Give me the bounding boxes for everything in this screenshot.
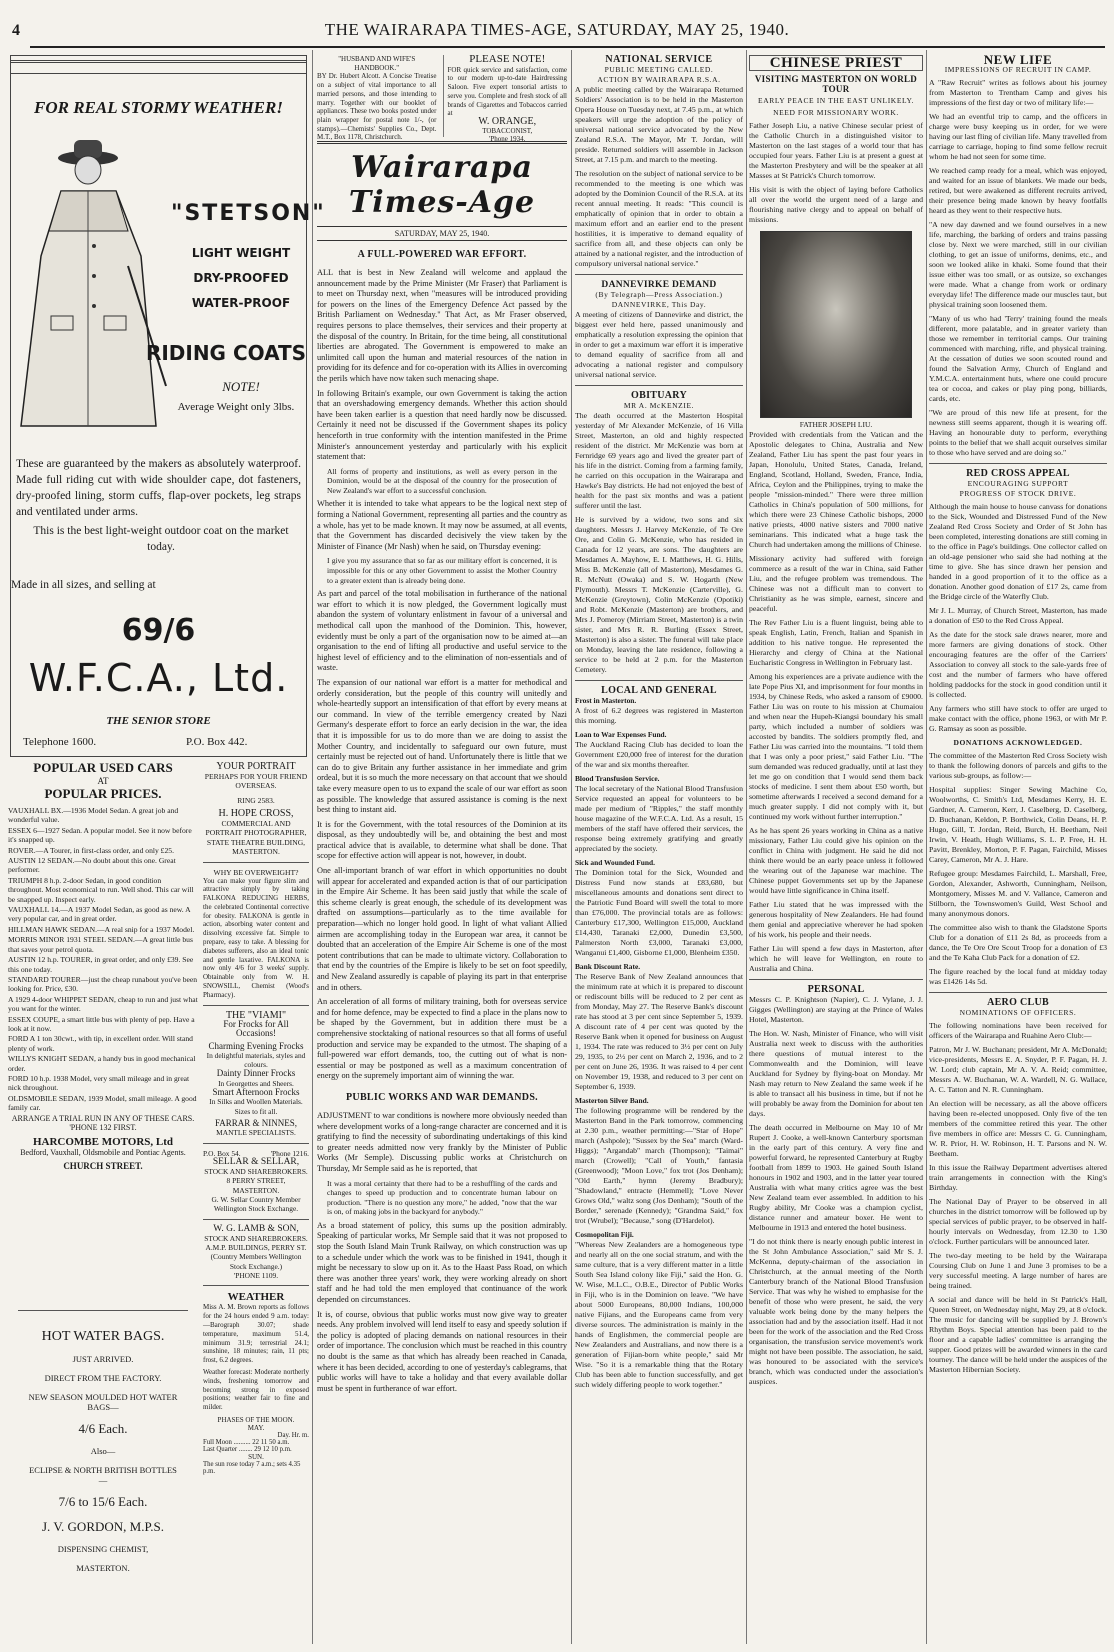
paragraph: Missionary activity had suffered with foreign commerce as a result of the war in China, said Father Liu, and the refugee problem was tremendous. The Chinese was not a difficult man to convert to Christianity as he was simple, earnest, sincere and peaceful. bbox=[749, 554, 923, 613]
ad-line: 'PHONE 1109. bbox=[233, 1271, 279, 1281]
paragraph: The Auckland Racing Club has decided to loan the Government £20,000 free of interest for the duration of the war and six months thereafter. bbox=[575, 740, 743, 769]
paragraph: The committee also wish to thank the Gladstone Sports Club for a donation of £11 2s 8d, as proceeds from a dance, the Te Ore Ore Scout Troop for a donation of £3 and the Te Kaha Club Pack for a donation of £2. bbox=[929, 923, 1107, 962]
paragraph: The death occurred in Melbourne on May 10 of Mr Rupert J. Cooke, a well-known Canterbury sportsman in the early part of this century. A very fine and powerful forward, he represented Canterbury at Rugby football from 1899 to 1903. He gained South Island honours in 1902 and 1903, and in the latter year toured Australia with what many critics agree was the best New Zealand team ever assembled. In addition to his Rugby ability, Mr Cooke was a champion cyclist, distance runner and amateur boxer. He went to Melbourne in 1913 and entered the hotel business. bbox=[749, 1123, 923, 1232]
subheading: NEED FOR MISSIONARY WORK. bbox=[773, 108, 899, 117]
paragraph: The local secretary of the National Blood Transfusion Service requested an appeal for volunteers to be made per medium of "Ripples," the staff monthly house magazine of the W.F.C.A. Ltd. As a result, 15 members of the staff have offered their services, the response being extremely gratifying and greatly appreciated by the society. bbox=[575, 784, 743, 853]
newspaper-logo: Wairarapa Times-Age bbox=[348, 150, 536, 220]
paragraph: A public meeting called by the Wairarapa Returned Soldiers' Association is to be held in the Masterton Opera House on Tuesday next, at 7.45 p.m., at which speakers will urge the adoption of the policy of universal national service advocated by the New Zealand R.S.A. The Mayor, Mr T. Jordan, will preside. Returned soldiers will assemble in Jackson Street, at 7.15 p.m. and march to the meeting. bbox=[575, 85, 743, 164]
subheading: PUBLIC MEETING CALLED. bbox=[604, 65, 714, 74]
paragraph: ALL that is best in New Zealand will welcome and applaud the announcement made by the Prime Minister (Mr Fraser) that Parliament is to meet on Thursday next, when "measures will be introduced providing for powers on the lines of the Emergency Defence Act passed by the British Parliament on Wednesday." That Act, as Mr Fraser observed, requires persons to place themselves, their services and their property at the disposal of the country. In Britain, for the time being, all constitutional liberties are abrogated. The Government is empowered to make an unlimited call upon the human and material resources of the nation in providing for its defence and for co-operation with its Allies in overcoming the perils which have now taken such menacing shape. bbox=[317, 268, 567, 383]
divider bbox=[203, 1143, 309, 1144]
ad-line: Also— bbox=[90, 1446, 116, 1456]
news-column-4 bbox=[749, 55, 923, 1645]
paragraph: In this issue the Railway Department advertises altered train arrangements in connection with the King's Birthday. bbox=[929, 1163, 1107, 1192]
paragraph: A meeting of citizens of Dannevirke and district, the biggest ever held here, passed unanimously and emphatically a resolution expressing the opinion that in order to get a maximum war effort it is imperative to demand equality of sacrifice from all and advocating a national register and compulsory universal national service. bbox=[575, 310, 743, 379]
ad-line: Smart Afternoon Frocks bbox=[212, 1087, 300, 1098]
moon-full: Full Moon .......... 22 11 50 a.m. bbox=[203, 1438, 290, 1446]
section-heading: PERSONAL bbox=[807, 984, 865, 995]
dealer-subtitle: Bedford, Vauxhall, Oldsmobile and Pontiac Agents. bbox=[20, 1147, 186, 1157]
divider bbox=[929, 992, 1107, 993]
top-ads-row bbox=[317, 53, 567, 144]
section-heading: NATIONAL SERVICE bbox=[605, 54, 713, 65]
paragraph: The two-day meeting to be held by the Wairarapa Coursing Club on June 1 and June 3 promises to be a very successful meeting. A large number of hares are being trained. bbox=[929, 1251, 1107, 1290]
ad-line: In Silks and Woollen Materials. Sizes to fit all. bbox=[209, 1097, 303, 1116]
ad-line: 'Phone 1216. bbox=[270, 1148, 309, 1158]
paragraph: Messrs C. P. Knightson (Napier), C. J. Vylane, J. J. Gigges (Wellington) are staying at the Prince of Wales Hotel, Masterton. bbox=[749, 995, 923, 1024]
ad-line: STOCK AND SHAREBROKERS. bbox=[204, 1167, 308, 1177]
chemist-name: J. V. GORDON, M.P.S. bbox=[42, 1519, 164, 1534]
paragraph: A "Raw Recruit" writes as follows about his journey from Masterton to Trentham Camp and gives his impressions of the first day or two of military life:— bbox=[929, 78, 1107, 107]
paragraph: Among his experiences are a private audience with the late Pope Pius XI, and imprisonment for four months in 1934, by Chinese Reds, who asked a ransom of £9000. Father Liu was on route to his mission at Chumaiou and when near the Hupeh-Kiangsi boundary his small party, which included a number of soldiers was accosted by bandits. The soldiers promptly fled, and Father Liu was carried into the mountains. "I told them that I was only a poor priest," said Father Liu. "The sum demanded was reduced gradually, until at last they let me go on condition that I would send them back stocks of medicine. I sent them about £50 worth, but sometime afterwards I received a second demand for a much greater supply. I did not comply with it, but continued my work without further interruption." bbox=[749, 672, 923, 821]
item-heading: Masterton Silver Band. bbox=[575, 1096, 649, 1105]
subheading: IMPRESSIONS OF RECRUIT IN CAMP. bbox=[944, 65, 1092, 74]
small-ads-column bbox=[203, 762, 309, 1647]
stetson-advertisement bbox=[10, 55, 326, 757]
masthead-title: THE WAIRARAPA TIMES-AGE, SATURDAY, MAY 25, 1940. bbox=[324, 20, 790, 39]
ad-line: STATE THEATRE BUILDING, MASTERTON. bbox=[206, 837, 306, 856]
subheading: NOMINATIONS OF OFFICERS. bbox=[959, 1008, 1077, 1017]
paragraph: It is for the Government, with the total resources of the Dominion at its disposal, as they undoubtedly will be, and obtaining the best and most practical advice that is available, to determine what shall be done. That scope for effective action will appear is not, however, in doubt. bbox=[317, 819, 567, 861]
ad-line: G. W. Sellar Country Member Wellington Stock Exchange. bbox=[211, 1195, 301, 1214]
page-number: 4 bbox=[12, 22, 20, 39]
ad-line: DISPENSING CHEMIST, bbox=[57, 1544, 149, 1554]
item-heading: Cosmopolitan Fiji. bbox=[575, 1230, 634, 1239]
sellar-advertisement bbox=[203, 1149, 309, 1214]
ad-body: BY Dr. Hubert Alcott. A Concise Treatise on a subject of vital importance to all married persons, and those intending to marry. Together with our booklet of appliances. These two books posted under plain wrapper for postal note 1/-, (or stamps).—Chemists' Supplies Co., Dept. M.T., Box 1178, Christchurch. bbox=[317, 72, 437, 142]
news-column-3 bbox=[575, 55, 743, 1645]
ad-title: PLEASE NOTE! bbox=[469, 53, 546, 65]
ad-line: Dainty Dinner Frocks bbox=[216, 1068, 296, 1079]
ad-title: THE "VIAMI" bbox=[225, 1009, 287, 1021]
paragraph: The Hon. W. Nash, Minister of Finance, who will visit Australia next week to discuss with the authorities there questions of mutual interest to the Commonwealth and the Dominion, will leave Auckland for Sydney by flying-boat on Monday. Mr Nash may return to New Zealand the same week if he is able to transact all his business in time, but if not he will probably be away from the Dominion for about ten days. bbox=[749, 1029, 923, 1118]
divider bbox=[203, 1219, 309, 1220]
quote: I give you my assurance that so far as our military effort is concerned, it is impossible for this or any other Government to assist the Mother Country to a greater extent than is already being done. bbox=[327, 556, 557, 585]
paragraph: The following nominations have been received for officers of the Wairarapa and Ruahine Aero Club:— bbox=[929, 1021, 1107, 1040]
paragraph: We reached camp ready for a meal, which was enjoyed, and waited for an issue of blankets. We made our beds, retired, but were awakened as different recruits arrived, their presence being made known by heavy footfalls heard as they went to their respective huts. bbox=[929, 166, 1107, 215]
paragraph: It is, of course, obvious that public works must now give way to greater needs. Any problem involved will lend itself to easy and speedy solution if the policy is adopted of placing demands on national resources in their order of importance. The conclusion which must be reached in this country no doubt is the same as that which has already been reached in Canada, where it has been decided, according to one of yesterday's cablegrams, that public works will have to take a holiday and that every available dollar must be spent in furtherance of war effort. bbox=[317, 1309, 567, 1393]
subheading: EARLY PEACE IN THE EAST UNLIKELY. bbox=[758, 96, 914, 105]
paragraph: ADJUSTMENT to war conditions is nowhere more obviously needed than where development works of a long-range character are concerned and it is gratifying to find the necessity of subordinating undertakings of this kind to greater needs admitted now very frankly by the Minister of Public Works (Mr Semple). Discussing public works at Christchurch on Thursday, Mr Semple said as he is reported, that bbox=[317, 1110, 567, 1173]
ad-made-text: Made in all sizes, and selling at bbox=[11, 579, 156, 591]
ad-line: 'Phone 1934. bbox=[489, 135, 526, 144]
paragraph: The expansion of our national war effort is a matter for methodical and orderly consideration, but the people of this country will unitedly and whole-heartedly support an intensification of that effort by every means at our command. In view of the terrible emergency created by Nazi Germany's desperate effort to force an early decision in the war, the idea that it is impossible for us to do more than we are doing to assist the Mother Country, and incidentally to safeguard our own future, must certainly must be rejected out of hand. Unfortunately there is little that we can do to give Britain any further assistance in her immediate and grim ordeal, but it is so much the more necessary on that account that we should take every measure open to us to expand the scale of our war effort as soon as possible. The knowledge that assured assistance is coming is the next best thing to instant aid. bbox=[317, 677, 567, 815]
section-heading: CHINESE PRIEST bbox=[749, 55, 923, 71]
store-tagline: THE SENIOR STORE bbox=[106, 715, 211, 727]
paragraph: The Dominion total for the Sick, Wounded and Distress Fund now stands at £83,680, but miscellaneous amounts and donations sent direct to the Patriotic Fund Board will swell the total to more than £76,000. The provincial totals are as follows: Canterbury £17,300, Wellington £15,000, Auckland £14,430, Taranaki £2,000, Dunedin £3,500, Palmerston North £3,000, Taranaki £3,000, Wanganui £1,400, Gisborne £1,000, Blenheim £350. bbox=[575, 868, 743, 957]
divider bbox=[575, 680, 743, 681]
ad-title: WHY BE OVERWEIGHT? bbox=[213, 867, 299, 877]
column-divider bbox=[571, 50, 572, 1644]
divider bbox=[203, 862, 309, 863]
paragraph: The Rev Father Liu is a fluent linguist, being able to speak English, Latin, French, Italian and Spanish in addition to his native tongue. He represented the Hierarchy and clergy of China at the National Eucharistic Congress in Wellington in February last. bbox=[749, 618, 923, 667]
paragraph: The death occurred at the Masterton Hospital yesterday of Mr Alexander McKenzie, of 16 Villa Street, Masterton, an old and highly respected resident of the district. Mr McKenzie was born at Fernridge 69 years ago and lived the greater part of his life in the district. Coming from a farming family, he carried on this occupation in the Wairarapa and Hawke's Bay districts. He had not enjoyed the best of health for the past six months and was a patient sufferer until the last. bbox=[575, 411, 743, 510]
paragraph: The committee of the Masterton Red Cross Society wish to thank the following donors of parcels and gifts to the various sub-groups, as follow:— bbox=[929, 751, 1107, 780]
portrait-advertisement bbox=[203, 762, 309, 857]
list-item: STANDARD TOURER—just the cheap runabout you've been looking for. Price, £30. bbox=[8, 974, 198, 994]
article-headline: PUBLIC WORKS AND WAR DEMANDS. bbox=[346, 1091, 538, 1103]
viami-advertisement bbox=[203, 1011, 309, 1138]
ad-body: You can make your figure slim and attractive simply by taking FALKONA REDUCING HERBS, the celebrated Continental corrective for obesity. FALKONA is gentle in action, absorbing water content and dissolving excessive fat. Simple to prepare, easy to take. A blessing for diabetes sufferers, also an ideal tonic and gentle laxative. FALKONA is now only 4/6 for 3 weeks' supply. Obtainable only from W. H. SNOWSILL, Chemist (Wood's Pharmacy). bbox=[203, 876, 309, 999]
paragraph: The Reserve Bank of New Zealand announces that the minimum rate at which it is prepared to discount or rediscount bills will be reduced to 2 per cent as from Monday, May 27. The Reserve Bank's discount rate has stood at 3 per cent since September 5, 1939. A discount rate of 4 per cent was quoted by the Reserve Bank when it opened for business on August 1, 1934. The rate was reduced to 3½ per cent on July 29, 1935, to 2½ per cent on March 2, 1936, and to 2 per cent on June 26, 1936. It was raised to 4 per cent on November 19, 1938, and reduced to 3 per cent on September 6, 1939. bbox=[575, 972, 743, 1091]
paragraph: As he has spent 26 years working in China as a native missionary, Father Liu could give his opinion on the conflict in China with judgment. He said he did not think there would be an early peace unless it followed the wearing out of the Japanese war machine. The Chinese puppet Governments set up by the Japanese would have little significance in China itself. bbox=[749, 826, 923, 895]
hot-water-bags-advertisement bbox=[8, 1310, 198, 1645]
column-divider bbox=[312, 50, 313, 1644]
paragraph: One all-important branch of war effort in which opportunities no doubt will appear for accelerated and expanded action is that of our participation in the Empire Air Scheme. It has been said justly that while the scale of this scheme clearly is great enough, the schedule of its development was drafted on assumptions—particularly as to the time available for preparation—which no longer hold good. In light of what valiant Allied airmen are accomplishing today in the European war area, it cannot be doubted that an acceleration of the Empire Air Scheme is one of the most potent contributions that can be made to ultimate victory. Collaboration to that end by the countries of the Empire is likely to be set on foot speedily, and New Zealand assuredly is capable of playing its part in that enterprise and in others. bbox=[317, 866, 567, 992]
sun-heading: SUN. bbox=[248, 1452, 264, 1461]
paragraph: As a broad statement of policy, this sums up the position admirably. Speaking of particular works, Mr Semple said that it was not proposed to stop the South Island Main Trunk Railway, on which construction was up to a schedule under which the work was to be finished in 1941, though it might be necessary to slow up on it. As to the Haast Pass Road, on which there was another three years' work, they were working already on short staff and he had told the men employed that continuance of the work depended on circumstances. bbox=[317, 1220, 567, 1305]
paragraph: "Many of us who had 'Terry' training found the meals different, more palatable, and in greater variety than those we remember in territorial camps. Our training commenced with marching, rifle, and physical training. At the cessation of duties we soon scouted round and found the Salvation Army, Church of England and Y.M.C.A. entertainment huts, where one could procure tea or cocoa, and cakes or play ping pong, billiards, cards, etc. bbox=[929, 314, 1107, 403]
product-name: RIDING COATS bbox=[145, 341, 307, 365]
section-heading: LOCAL AND GENERAL bbox=[601, 685, 717, 696]
orange-advertisement bbox=[443, 53, 568, 144]
feature-text: LIGHT WEIGHT bbox=[191, 246, 291, 260]
subheading: DONATIONS ACKNOWLEDGED. bbox=[953, 738, 1083, 747]
section-heading: WEATHER bbox=[227, 1291, 285, 1304]
paragraph: His visit is with the object of laying before Catholics all over the world the urgent need of a large and flourishing native clergy and to appeal on behalf of missions. bbox=[749, 185, 923, 224]
ad-headline: FOR REAL STORMY WEATHER! bbox=[34, 98, 283, 117]
paragraph: Refugee group: Mesdames Fairchild, L. Marshall, Free, Gordon, Alexander, Ashworth, Cunningham, Neilson, Montgomery, Misses M. and V. Vallance, Cameron and Stilborn, the Townswomen's Guild, West School and many anonymous donors. bbox=[929, 869, 1107, 918]
list-item: WILLYS KNIGHT SEDAN, a handy bus in good mechanical order. bbox=[8, 1054, 196, 1073]
item-heading: Blood Transfusion Service. bbox=[575, 774, 660, 783]
ad-line: TOBACCONIST, bbox=[482, 126, 533, 135]
paragraph: The figure reached by the local fund at midday today was £1426 14s 5d. bbox=[929, 967, 1107, 986]
paragraph: "I do not think there is nearly enough public interest in the St John Ambulance Association," said Mr S. J. McKenna, deputy-chairman of the association in Christchurch, at the annual meeting of the North Canterbury branch of the National Blood Transfusion Service. That was why he wished to emphasise for the benefit of those who were present, he said, the very valuable work being done by the many helpers the association had and by the association itself. Had it not been for the work of the association and the Red Cross organisation, the transfusion service movement's work might not have been possible. The association, he said, was honoured to be associated with the service's branch, which was conducted under the association's auspices. bbox=[749, 1237, 923, 1386]
paragraph: The following programme will be rendered by the Masterton Band in the Park tomorrow, commencing at 2.30 p.m., weather permitting:—"Star of Hope" march (Ashpole); "Sussex by the Sea" march (Ward-Higgs); "Argandab" march (Thompson); "Taimai" march (Crowell); "Call of Youth," fantasia (Greenwood); "Moon Love," fox trot (Jos Denham); "Old Earth," hymn (Jeremy Bradbury); "Shadowland," entracte (Hemmell); "Love Never Grows Old," waltz song (Jos Denham); "South of the Border," serenade (Kennedy); "Grandma Said," fox trot (Wrubel); "Because," song (D'Hardelot). bbox=[575, 1106, 743, 1225]
portrait-photo bbox=[760, 231, 912, 418]
ad-line: For Frocks for All Occasions! bbox=[223, 1018, 289, 1039]
dealer-street: CHURCH STREET. bbox=[63, 1160, 143, 1171]
ad-line: In delightful materials, styles and colours. bbox=[206, 1050, 306, 1070]
feature-text: WATER-PROOF bbox=[191, 296, 291, 310]
paragraph: The National Day of Prayer to be observed in all churches in the district tomorrow will be followed up by special services of public prayer, to be observed in half-hourly intervals on Wednesday, from 12.30 to 1.30 o'clock. Further particulars will be announced later. bbox=[929, 1197, 1107, 1246]
paragraph: As the date for the stock sale draws nearer, more and more farmers are giving donations of stock. Other encouraging features are the offer of the Carriers' Association to convey all stock to the sale-yards free of cost and the number of farmers who have offered holding paddocks for the stock in good condition until it is collected. bbox=[929, 630, 1107, 699]
divider bbox=[575, 274, 743, 275]
paragraph: As part and parcel of the total mobilisation in furtherance of the national war effort to which it is now pledged, the Government logically must abandon the system of voluntary enlistment in favour of a universal and methodical call upon the manhood of the Dominion. This, however, evidently must be only a part of the organisation now to be aimed at—an organisation to the end of lifting all productive and useful service to the highest level of efficiency and to the elimination of non-essentials and of waste. bbox=[317, 589, 567, 673]
item-heading: Sick and Wounded Fund. bbox=[575, 858, 655, 867]
paragraph: "Whereas New Zealanders are a homogeneous type and nearly all on the one social stratum, and with the same culture, that is a very different matter in a little South Sea Island colony like Fiji," said the Hon. G. W. Wise, M.L.C., O.B.E., Director of Public Works in Fiji, who is in the Dominion on leave. "We have about 5000 Europeans, 80,000 Indians, 100,000 native Fijians, and the Europeans came from very diverse sources. The administration is mainly in the hands of Englishmen, the commercial people are New Zealanders and Australians, and now there is a generation of Fijian-born white people," said Mr Wise. "So it is a remarkable thing that the Rotary Club has been able to function successfully, and get such widely differing people to work together." bbox=[575, 1240, 743, 1389]
masthead bbox=[0, 0, 1114, 52]
quote: It was a moral certainty that there had to be a reshuffling of the cards and changes to speed up production and to concentrate human labour on production. "There is no question any more," he added, "now that the war is on, of making jobs in the backyard for anybody." bbox=[327, 1178, 557, 1217]
list-item: AUSTIN 12 SEDAN.—No doubt about this one. Great performer. bbox=[8, 856, 176, 875]
divider bbox=[203, 1285, 309, 1286]
ad-line: COMMERCIAL AND PORTRAIT PHOTOGRAPHER, bbox=[205, 818, 307, 837]
moon-phases-heading: PHASES OF THE MOON. bbox=[217, 1415, 295, 1424]
moon-last: Last Quarter ........ 29 12 10 p.m. bbox=[203, 1445, 292, 1453]
ad-name: SELLAR & SELLAR, bbox=[212, 1156, 300, 1167]
subheading: PROGRESS OF STOCK DRIVE. bbox=[959, 489, 1077, 498]
news-column-5 bbox=[929, 52, 1107, 1645]
article-body bbox=[317, 268, 567, 1082]
photo-caption: FATHER JOSEPH LIU. bbox=[799, 420, 873, 429]
ad-line: JUST ARRIVED. bbox=[72, 1354, 134, 1364]
weight-text: Average Weight only 3lbs. bbox=[177, 401, 295, 413]
ad-line: RING 2583. bbox=[237, 795, 275, 805]
paragraph: An acceleration of all forms of military training, both for overseas service and for home defence, may be expected to find a place in the plans now to be shaped by the Government, but in addition there must be a comprehensive stocktaking of national resources so that all forms of useful production and service may be expanded to the utmost. The shaping of a full-powered war effort demands, too, the cutting out of what is non-essential or may be postponed as well as a maximum concentration of energy on the supremely important aim of winning the war. bbox=[317, 997, 567, 1081]
newspaper-nameplate bbox=[317, 141, 567, 220]
list-item: A 1929 4-door WHIPPET SEDAN, cheap to run and just what you want for the winter. bbox=[8, 994, 198, 1014]
paragraph: Provided with credentials from the Vatican and the Apostolic delegates to China, Australia and New Zealand, Father Liu has spent the past four years in Japan, Honolulu, United States, Canada, Ireland, England, Scotland, Holland, Sweden, France, India, Africa, Ceylon and the Philippines, trying to make the people "mission-minded." There were three million Catholics in China's population of 500 millions, for which there were 23 Chinese Catholic bishops, 2000 native priests, 4000 native sisters and 7000 native seminarians. This indicated what a huge task the Church had undertaken among the millions of Chinese. bbox=[749, 430, 923, 549]
section-heading: RED CROSS APPEAL bbox=[966, 468, 1070, 479]
item-heading: Bank Discount Rate. bbox=[575, 962, 641, 971]
subheading: DANNEVIRKE, This Day. bbox=[611, 300, 707, 309]
ad-line: PERHAPS FOR YOUR FRIEND OVERSEAS. bbox=[204, 771, 308, 790]
ad-name: W. ORANGE, bbox=[478, 115, 537, 127]
ad-line: A.M.P. BUILDINGS, PERRY ST. bbox=[205, 1243, 307, 1253]
divider bbox=[18, 1310, 188, 1311]
masthead-rule bbox=[30, 46, 1105, 48]
sun-times: The sun rose today 7 a.m.; sets 4.35 p.m. bbox=[203, 1460, 301, 1475]
moon-columns: Day. Hr. m. bbox=[277, 1431, 309, 1439]
store-logo: W.F.C.A., Ltd. bbox=[28, 656, 289, 700]
feature-text: DRY-PROOFED bbox=[193, 271, 289, 285]
ad-title: YOUR PORTRAIT bbox=[216, 761, 296, 772]
paragraph: Father Liu stated that he was impressed with the generous hospitality of New Zealanders. He had found them genial and appreciative wherever he had spoken of his work, his people and their needs. bbox=[749, 900, 923, 939]
ad-title: "HUSBAND AND WIFE'S HANDBOOK." bbox=[338, 55, 416, 72]
weather-report bbox=[203, 1291, 309, 1475]
paragraph: We had an eventful trip to camp, and the officers in charge were busy keeping us in order, for we were having our last fling of civilian life. Many travelled from carriage to carriage, hoping to find some fellow recruit whom he had not seen for some time. bbox=[929, 112, 1107, 161]
editorial-column bbox=[317, 55, 567, 1645]
weather-forecast: Weather forecast: Moderate northerly winds, freshening tomorrow and becoming strong in exposed positions; weather fair to fine and milder. bbox=[203, 1367, 309, 1412]
car-list bbox=[8, 806, 198, 1113]
list-item: MORRIS MINOR 1931 STEEL SEDAN.—A great little bus that saves your petrol quota. bbox=[8, 935, 193, 954]
ad-title: POPULAR USED CARS bbox=[33, 760, 173, 775]
moon-month: MAY. bbox=[247, 1423, 265, 1432]
paragraph: Mr J. L. Murray, of Church Street, Masterton, has made a donation of £50 to the Red Cross Appeal. bbox=[929, 606, 1107, 625]
paragraph: Whether it is intended to take what appears to be the logical next step of forming a National Government, representing all parties and the country as a whole, has yet to be made known. It may now be assumed, at all events, that the Government has discarded decisively the view taken by the Minister of Finance (Mr Nash) when he said, on Thursday evening: bbox=[317, 499, 567, 551]
list-item: FORD A 1 ton 30cwt., with tip, in excellent order. Will stand plenty of work. bbox=[8, 1034, 193, 1053]
paragraph: In following Britain's example, our own Government is taking the action that an overshadowing emergency demands. Whether this action should have been taken earlier is a question that need hardly now be discussed. Certainly it need not be discussed if the Government shapes its policy henceforth in true conformity with the intention manifested in the Prime Minister's announcement yesterday and particularly with his explicit statement that: bbox=[317, 388, 567, 462]
ad-price: 7/6 to 15/6 Each. bbox=[58, 1494, 148, 1509]
note-label: NOTE! bbox=[222, 379, 260, 394]
list-item: ESSEX COUPE, a smart little bus with plenty of pep. Have a look at it now. bbox=[8, 1014, 195, 1033]
used-cars-advertisement bbox=[8, 760, 198, 1300]
section-heading: AERO CLUB bbox=[987, 997, 1049, 1008]
ad-line: MANTLE SPECIALISTS. bbox=[216, 1128, 296, 1138]
man-in-riding-coat-illustration bbox=[16, 136, 176, 436]
article-headline: A FULL-POWERED WAR EFFORT. bbox=[357, 249, 527, 260]
paragraph: Father Liu will spend a few days in Masterton, after which he will leave for Wellington, en route to Australia and China. bbox=[749, 944, 923, 973]
ad-line: P.O. Box 54. bbox=[203, 1148, 241, 1158]
paragraph: The resolution on the subject of national service to be recommended to the meeting is one which was adopted by the Dominion Council of the R.S.A. at its recent annual meeting. It reads: "This council is emphatically of opinion that in order to obtain a maximum effort and an earlier end to the present hostilities, it is imperative to demand equality of sacrifice from all, and these objects can only be attained by a national register, and the introduction of compulsory universal national service." bbox=[575, 169, 743, 268]
paragraph: Father Joseph Liu, a native Chinese secular priest of the Catholic Church in a distinguished visitor to Masterton on the last stages of a world tour that has occupied four years. Father Liu is at present a guest at the Masterton Presbytery and will be the speaker at all Masses at St Patrick's Church tomorrow. bbox=[749, 121, 923, 180]
store-telephone: Telephone 1600. bbox=[23, 736, 97, 748]
divider bbox=[929, 463, 1107, 464]
paragraph: Any farmers who still have stock to offer are urged to make contact with the office, phone 1963, or with Mr P. G. Ramsay as soon as possible. bbox=[929, 704, 1107, 733]
list-item: ESSEX 6—1927 Sedan. A popular model. See it now before it's snapped up. bbox=[8, 825, 192, 845]
subheading: MR A. McKENZIE. bbox=[623, 401, 695, 410]
paragraph: A social and dance will be held in St Patrick's Hall, Queen Street, on Wednesday night, May 29, at 8 o'clock. The music for dancing will be supplied by J. Brown's Rhythm Boys. Special attention has been paid to the floor and a capable ladies' committee is arranging the supper. Good prizes will be awarded winners in the card tourney. The dance will be held under the auspices of the Masterton Hibernian Society. bbox=[929, 1295, 1107, 1374]
list-item: ROVER.—A Tourer, in first-class order, and only £25. bbox=[8, 845, 174, 855]
ad-line: (Country Members Wellington Stock Exchange.) bbox=[210, 1252, 302, 1271]
edition-date: SATURDAY, MAY 25, 1940. bbox=[317, 226, 567, 241]
list-item: OLDSMOBILE SEDAN, 1939 Model, small mileage. A good family car. bbox=[8, 1093, 197, 1113]
paragraph: Although the main house to house canvass for donations to the Sick, Wounded and Distressed Fund of the New Zealand Red Cross Society and Order of St John has been completed, interesting donations are still coming in to the office in Page's buildings. One collector called on an old-age pensioner who said she had nothing at the time to give. She has since drawn her pension and handed in a good proportion of it to the office as a donation. Another good donation of £17 2s, came from the Bridge circle of the Waterfly Club. bbox=[929, 502, 1107, 601]
ad-line: ECLIPSE & NORTH BRITISH BOTTLES— bbox=[29, 1465, 177, 1485]
subheading: VISITING MASTERTON ON WORLD TOUR bbox=[754, 74, 918, 94]
list-item: VAUXHALL 14.—A 1937 Model Sedan, as good as new. A very popular car, and in great order. bbox=[8, 905, 191, 924]
ad-line: Charming Evening Frocks bbox=[208, 1040, 304, 1051]
ad-line: DIRECT FROM THE FACTORY. bbox=[44, 1373, 162, 1383]
ad-body: These are guaranteed by the makers as absolutely waterproof. Made full riding cut with wide shoulder cape, dot fasteners, dry-proofed lining, storm cuffs, flap-over pockets, leg straps and ventilated under arms. bbox=[16, 458, 301, 518]
divider bbox=[575, 385, 743, 386]
lamb-advertisement bbox=[203, 1225, 309, 1281]
ad-line: In Georgettes and Sheers. bbox=[218, 1078, 294, 1088]
article-body bbox=[317, 1111, 567, 1394]
ad-name: H. HOPE CROSS, bbox=[218, 808, 294, 819]
store-pobox: P.O. Box 442. bbox=[186, 736, 248, 748]
paragraph: "A new day dawned and we found ourselves in a new life, marching, the barking of orders and trains passing close by. Next we were marched, still in our civilian clothing, to get an issue of uniforms, denims, etc., and soon we looked alike in khaki. Some found that their issue either was too small, or as outsize, so exchanges were made. What a change from work or ordinary everyday life! The difference made our muscles taut, but physical training soon loosened them. bbox=[929, 220, 1107, 309]
ad-line: NEW SEASON MOULDED HOT WATER BAGS— bbox=[28, 1392, 178, 1412]
list-item: TRIUMPH 8 h.p. 2-door Sedan, in good condition throughout. Most economical to run. Well shod. This car will be snapped up. Inspect early. bbox=[8, 875, 194, 904]
divider bbox=[749, 979, 923, 980]
paragraph: Patron, Mr J. W. Buchanan; president, Mr A. McDonald; vice-presidents, Messrs E. A. Snyder, P. F. Pagan, H. J. W. Lord; club captain, Mr A. V. A. Reid; committee, Messrs A. W. Buchanan, W. A. Wardell, N. G. Wallace, A. C. Tatton and N. R. Cunningham. bbox=[929, 1045, 1107, 1094]
ad-title: AT bbox=[97, 776, 109, 786]
quote: All forms of property and institutions, as well as every person in the Dominion, would be at the disposal of the country for the prosecution of New Zealand's war effort to a successful conclusion. bbox=[327, 466, 557, 495]
trial-text: ARRANGE A TRIAL RUN IN ANY OF THESE CARS. 'PHONE 132 FIRST. bbox=[11, 1113, 195, 1132]
paragraph: A frost of 6.2 degrees was registered in Masterton this morning. bbox=[575, 706, 743, 725]
divider bbox=[203, 1005, 309, 1006]
column-divider bbox=[746, 50, 747, 1644]
subheading: ENCOURAGING SUPPORT bbox=[967, 479, 1069, 488]
list-item: AUSTIN 12 h.p. TOURER, in great order, and only £39. See this one today. bbox=[8, 955, 194, 974]
paragraph: He is survived by a widow, two sons and six daughters. Messrs J. Harvey McKenzie, of Te Ore Ore, and Colin G. McKenzie, who has resided in Canada for 12 years, are sons. The daughters are Mesdames A. Mayhow, E. I. Matthews, H. G. Hills, Miss B. McKenzie (all of Masterton), Mesdames G. R. McNutt (Owaka) and S. W. Hogarth (New Plymouth). Messrs T. McKenzie (Carterville), G. McKenzie (Greytown), Colin McKenzie (Opotiki) and Robt. McKenzie (Masterton) are brothers, and Mrs J. Pomeroy (Mirriam Street, Masterton) is a twin sister, and Mrs R. R. Burling (Essex Street, Masterton) is also a sister. The funeral will take place on Monday, leaving the late residence, following a service to be held at 2 p.m. for the Masterton Cemetery. bbox=[575, 515, 743, 674]
ad-price: 4/6 Each. bbox=[78, 1421, 128, 1436]
weather-body: Miss A. M. Brown reports as follows for the 24 hours ended 9 a.m. today:—Barograph 30.07; shade temperature, maximum 51.4, minimum 31.9; terrestrial 24.1; sunshine, 18 minutes; rain, 11 pts; frost, 6.2 degrees. bbox=[203, 1303, 309, 1365]
section-heading: DANNEVIRKE DEMAND bbox=[601, 280, 717, 290]
brand-name: "STETSON" bbox=[171, 201, 326, 226]
section-heading: OBITUARY bbox=[631, 390, 687, 401]
dealer-name: HARCOMBE MOTORS, Ltd bbox=[32, 1135, 174, 1148]
list-item: FORD 10 h.p. 1938 Model, very small mileage and in great nick throughout. bbox=[8, 1073, 190, 1093]
ad-line: STOCK AND SHAREBROKERS. bbox=[204, 1233, 308, 1243]
ad-name: FARRAR & NINNES, bbox=[214, 1117, 298, 1128]
ad-line: MASTERTON. bbox=[76, 1563, 130, 1573]
ad-line: 8 PERRY STREET, MASTERTON. bbox=[226, 1176, 286, 1195]
paragraph: An election will be necessary, as all the above officers having been re-elected unopposed. Only five of the ten members of the committee retired this year. The other five members in office are: Messrs C. G. Cunningham, W. R. Prior, H. W. Robinson, H. T. Parsons and N. W. Beetham. bbox=[929, 1099, 1107, 1158]
ad-name: W. G. LAMB & SON, bbox=[213, 1223, 299, 1234]
ad-body: This is the best light-weight outdoor coat on the market today. bbox=[33, 525, 289, 553]
ad-title: HOT WATER BAGS. bbox=[41, 1329, 165, 1344]
section-heading: NEW LIFE bbox=[983, 52, 1053, 67]
overweight-advertisement bbox=[203, 868, 309, 1000]
ad-border-decoration bbox=[11, 60, 306, 74]
list-item: HILLMAN HAWK SEDAN.—A real snip for a 1937 Model. bbox=[8, 924, 195, 934]
column-divider bbox=[926, 50, 927, 1644]
subheading: ACTION BY WAIRARAPA R.S.A. bbox=[597, 75, 721, 84]
ad-title: POPULAR PRICES. bbox=[44, 786, 162, 801]
item-heading: Frost in Masterton. bbox=[575, 696, 637, 705]
list-item: VAUXHALL BX.—1936 Model Sedan. A great job and wonderful value. bbox=[8, 806, 179, 825]
item-heading: Loan to War Expenses Fund. bbox=[575, 730, 667, 739]
subheading: (By Telegraph—Press Association.) bbox=[595, 290, 723, 299]
paragraph: "We are proud of this new life at present, for the newness still seems apparent, though it is wearing off. Having an honourable duty to perform, everything points to the belief that we shall acquit ourselves similar to those who have served and are doing so." bbox=[929, 408, 1107, 457]
paragraph: Hospital supplies: Singer Sewing Machine Co, Woolworths, C. Smith's Ltd, Mesdames Kerry, H. E. Gardner, A. Cameron, Kerr, J. Caselberg, D. Caselberg, D. Buchanan, Keldon, P. Borthwick, Colin Deans, H. P. Hugo, Gill, T. Jordan, Reid, Burch, H. Beetham, Neil Irwin, V. Heath, Hugh Williams, S. L. P. Free, H. H. Pavitt, Brenkley, Morton, P. F. Pagan, Fairchild, Misses Carey, Cameron, Mr A. J. Hare. bbox=[929, 785, 1107, 864]
handbook-advertisement bbox=[317, 55, 437, 142]
ad-price: 69/6 bbox=[121, 613, 196, 648]
ad-body: FOR quick service and satisfaction, come to our modern up-to-date Hairdressing Saloon. Five expert tonsorial artists to serve you. Complete and fresh stock of all brands of Cigarettes and Tobaccos carried at bbox=[447, 65, 567, 118]
